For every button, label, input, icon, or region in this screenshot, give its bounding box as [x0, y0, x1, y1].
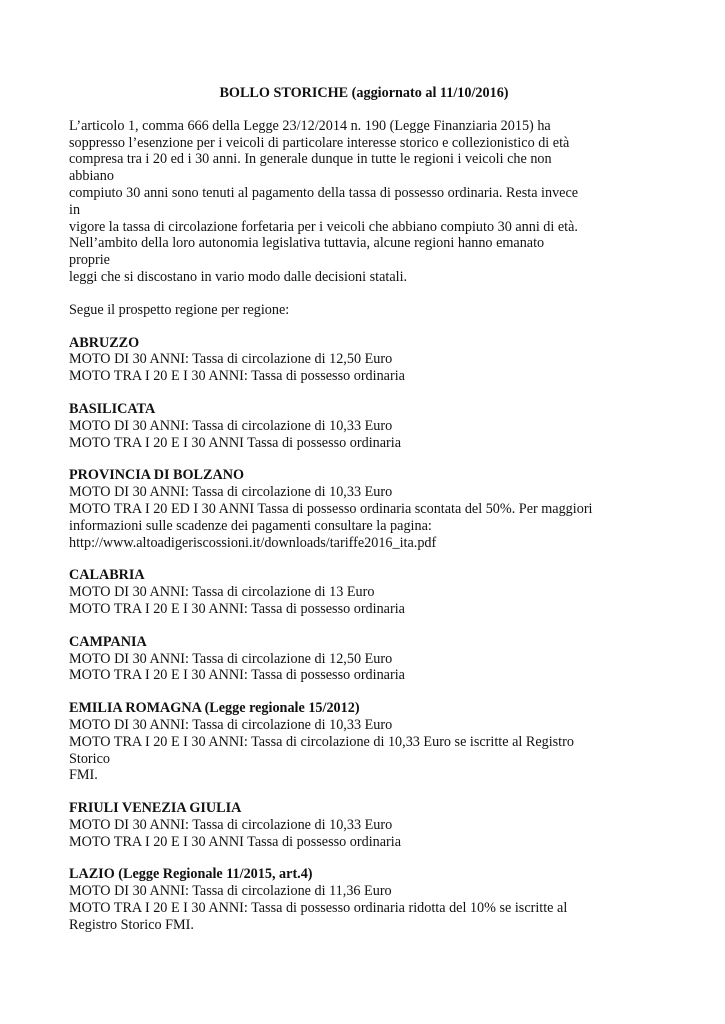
- region-heading: BASILICATA: [69, 400, 156, 417]
- intro-line: in: [69, 201, 81, 218]
- lead-text: Segue il prospetto regione per regione:: [69, 301, 290, 318]
- region-line: MOTO DI 30 ANNI: Tassa di circolazione di 10,33 Euro: [69, 484, 393, 501]
- region-section-lazio: [69, 866, 669, 933]
- region-line: MOTO DI 30 ANNI: Tassa di circolazione di 13 Euro: [69, 584, 375, 601]
- region-heading: CAMPANIA: [69, 633, 147, 650]
- region-heading: PROVINCIA DI BOLZANO: [69, 467, 245, 484]
- lead-paragraph: [69, 302, 669, 319]
- intro-line: Nell’ambito della loro autonomia legislativa tuttavia, alcune regioni hanno emanato: [69, 235, 545, 252]
- region-line: informazioni sulle scadenze dei pagamenti consultare la pagina:: [69, 517, 432, 534]
- region-line: MOTO TRA I 20 ED I 30 ANNI Tassa di possesso ordinaria scontata del 50%. Per maggiori: [69, 500, 593, 517]
- region-line: Storico: [69, 750, 110, 767]
- region-heading: EMILIA ROMAGNA (Legge regionale 15/2012): [69, 700, 360, 717]
- region-line: Registro Storico FMI.: [69, 916, 194, 933]
- intro-line: compresa tra i 20 ed i 30 anni. In generale dunque in tutte le regioni i veicoli che non: [69, 151, 552, 168]
- region-section-friuli: [69, 800, 669, 850]
- region-line: FMI.: [69, 767, 98, 784]
- region-line: MOTO DI 30 ANNI: Tassa di circolazione di 10,33 Euro: [69, 417, 393, 434]
- region-section-abruzzo: [69, 335, 669, 385]
- region-line: MOTO TRA I 20 E I 30 ANNI: Tassa di possesso ordinaria: [69, 667, 405, 684]
- region-line: MOTO DI 30 ANNI: Tassa di circolazione di 12,50 Euro: [69, 650, 393, 667]
- intro-paragraph: [69, 118, 669, 286]
- region-line: MOTO DI 30 ANNI: Tassa di circolazione di 11,36 Euro: [69, 883, 392, 900]
- region-heading: LAZIO (Legge Regionale 11/2015, art.4): [69, 866, 313, 883]
- region-line: MOTO TRA I 20 E I 30 ANNI: Tassa di possesso ordinaria ridotta del 10% se iscritte al: [69, 900, 568, 917]
- region-line: MOTO DI 30 ANNI: Tassa di circolazione di 10,33 Euro: [69, 716, 393, 733]
- region-line: MOTO TRA I 20 E I 30 ANNI Tassa di possesso ordinaria: [69, 434, 401, 451]
- intro-line: L’articolo 1, comma 666 della Legge 23/12/2014 n. 190 (Legge Finanziaria 2015) ha: [69, 117, 551, 134]
- region-section-calabria: [69, 567, 669, 617]
- region-line: MOTO TRA I 20 E I 30 ANNI: Tassa di possesso ordinaria: [69, 368, 405, 385]
- region-heading: ABRUZZO: [69, 334, 140, 351]
- region-section-bolzano: [69, 467, 669, 551]
- intro-line: proprie: [69, 252, 110, 269]
- tariff-link[interactable]: http://www.altoadigeriscossioni.it/downloads/tariffe2016_ita.pdf: [69, 534, 437, 551]
- region-line: MOTO TRA I 20 E I 30 ANNI: Tassa di possesso ordinaria: [69, 600, 405, 617]
- document-page: [69, 85, 669, 950]
- intro-line: abbiano: [69, 168, 114, 185]
- intro-line: compiuto 30 anni sono tenuti al pagamento della tassa di possesso ordinaria. Resta invece: [69, 184, 579, 201]
- region-section-emilia-romagna: [69, 700, 669, 784]
- region-section-basilicata: [69, 401, 669, 451]
- intro-line: vigore la tassa di circolazione forfetaria per i veicoli che abbiano compiuto 30 anni di età.: [69, 218, 578, 235]
- region-section-campania: [69, 634, 669, 684]
- region-line: MOTO TRA I 20 E I 30 ANNI: Tassa di circolazione di 10,33 Euro se iscritte al Registro: [69, 733, 574, 750]
- region-line: MOTO DI 30 ANNI: Tassa di circolazione di 10,33 Euro: [69, 816, 393, 833]
- region-line: MOTO TRA I 20 E I 30 ANNI Tassa di possesso ordinaria: [69, 833, 401, 850]
- region-heading: CALABRIA: [69, 567, 145, 584]
- region-line: MOTO DI 30 ANNI: Tassa di circolazione di 12,50 Euro: [69, 351, 393, 368]
- intro-line: soppresso l’esenzione per i veicoli di particolare interesse storico e collezionistico di età: [69, 134, 570, 151]
- document-title: BOLLO STORICHE (aggiornato al 11/10/2016): [219, 85, 509, 101]
- region-heading: FRIULI VENEZIA GIULIA: [69, 800, 242, 817]
- intro-line: leggi che si discostano in vario modo dalle decisioni statali.: [69, 268, 408, 285]
